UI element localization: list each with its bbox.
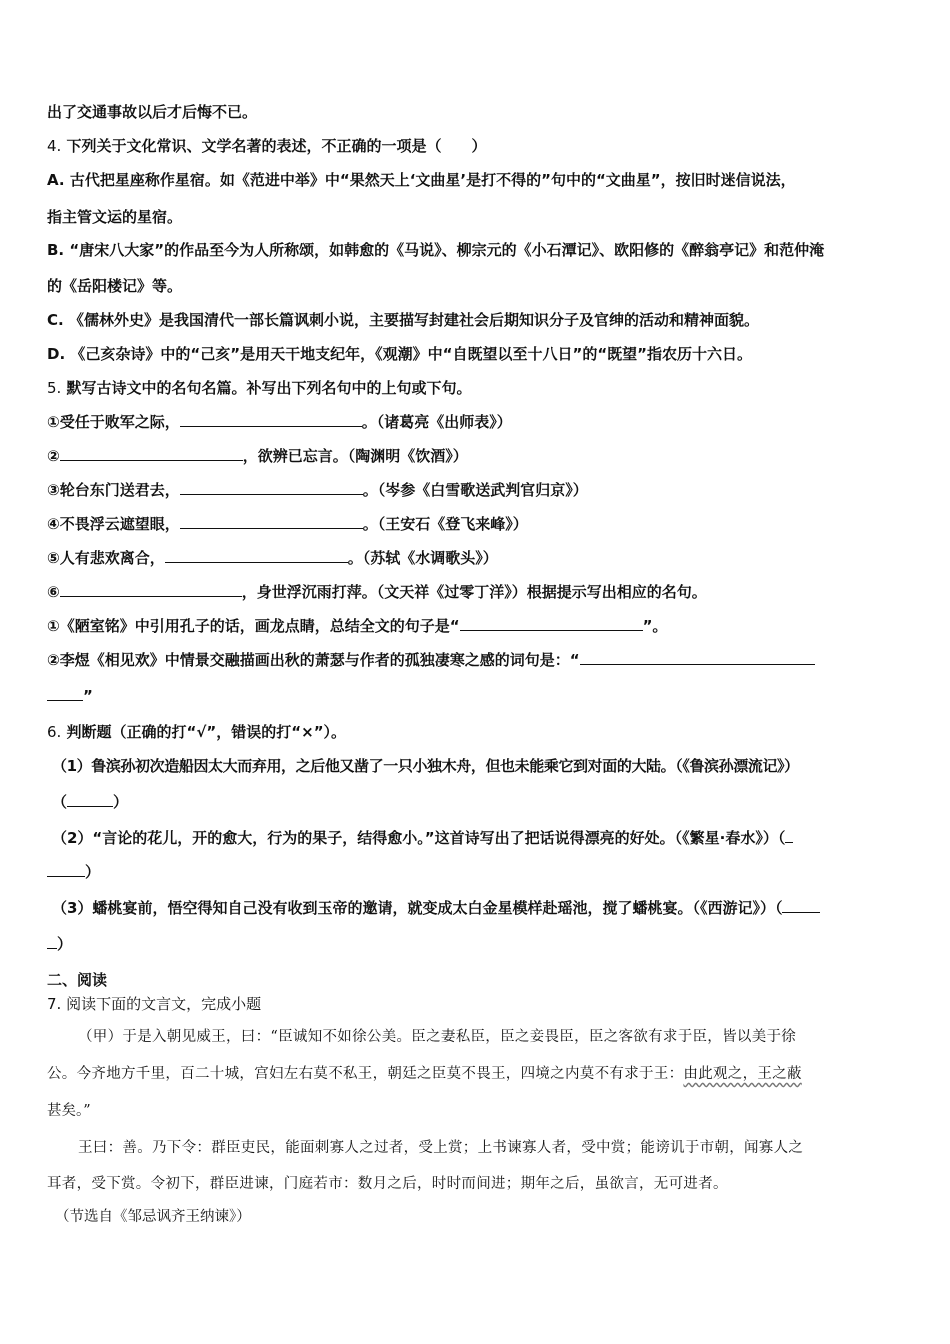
q4-stem bbox=[47, 136, 487, 156]
answer-blank[interactable] bbox=[180, 412, 362, 427]
q5-hint-2 bbox=[47, 650, 815, 670]
q4-stem-text: 下列关于文化常识、文学名著的表述，不正确的一项是（ ） bbox=[66, 137, 487, 155]
item-text: ，身世浮沉雨打萍。（文天祥《过零丁洋》）根据提示写出相应的名句。 bbox=[241, 583, 707, 601]
item-text: ”。 bbox=[642, 617, 668, 635]
q6-number: 6. bbox=[47, 723, 62, 741]
q4-number: 4. bbox=[47, 137, 62, 155]
answer-blank[interactable] bbox=[67, 792, 113, 807]
item-text: ①《陋室铭》中引用孔子的话，画龙点睛，总结全文的句子是“ bbox=[47, 617, 460, 635]
q4-option-d bbox=[47, 344, 752, 364]
passage-line-2 bbox=[47, 1064, 802, 1084]
passage-line-5: 耳者，受下赏。令初下，群臣进谏，门庭若市：数月之后，时时而间进；期年之后，虽欲言，无可进者。 bbox=[47, 1176, 728, 1192]
item-text: ，欲辨已忘言。（陶渊明《饮酒》） bbox=[242, 447, 468, 465]
item-text: ②李煜《相见欢》中情景交融描画出秋的萧瑟与作者的孤独凄寒之感的词句是：“ bbox=[47, 651, 580, 669]
option-c-text: 《儒林外史》是我国清代一部长篇讽刺小说，主要描写封建社会后期知识分子及官绅的活动和精神面貌。 bbox=[68, 311, 759, 329]
line-top: 出了交通事故以后才后悔不已。 bbox=[47, 103, 258, 121]
q6-stem bbox=[47, 722, 346, 742]
section-heading: 二、阅读 bbox=[47, 971, 108, 989]
q5-item-6 bbox=[47, 582, 707, 602]
answer-blank[interactable] bbox=[60, 582, 242, 597]
q4-option-b bbox=[47, 240, 824, 260]
item-text: ⑥ bbox=[47, 583, 60, 601]
item-text: ） bbox=[85, 863, 101, 881]
q5-stem-text: 默写古诗文中的名句名篇。补写出下列名句中的上句或下句。 bbox=[66, 379, 472, 397]
q6-statement-3 bbox=[52, 898, 820, 918]
q7-number: 7. bbox=[47, 995, 62, 1013]
q4-option-a-cont: 指主管文运的星宿。 bbox=[47, 208, 183, 226]
item-text: ⑤人有悲欢离合， bbox=[47, 549, 165, 567]
answer-blank[interactable] bbox=[47, 934, 57, 949]
item-text: 。（王安石《登飞来峰》） bbox=[362, 515, 528, 533]
answer-blank[interactable] bbox=[782, 898, 820, 913]
item-text: ） bbox=[113, 793, 129, 811]
q5-hint-1 bbox=[47, 616, 667, 636]
option-d-text: 《己亥杂诗》中的“己亥”是用天干地支纪年，《观潮》中“自既望以至十八日”的“既望”指农历十六日。 bbox=[70, 345, 753, 363]
item-text: ①受任于败军之际， bbox=[47, 413, 180, 431]
q4-option-b-cont: 的《岳阳楼记》等。 bbox=[47, 277, 183, 295]
passage-line-4: 王曰：善。乃下令：群臣吏民，能面刺寡人之过者，受上赏；上书谏寡人者，受中赏；能谤讥于市朝，闻寡人之 bbox=[78, 1140, 804, 1156]
q7-stem-text: 阅读下面的文言文，完成小题 bbox=[66, 995, 262, 1013]
item-text: ③轮台东门送君去， bbox=[47, 481, 180, 499]
q7-stem bbox=[47, 994, 261, 1014]
q5-number: 5. bbox=[47, 379, 62, 397]
q6-answer-2 bbox=[47, 862, 100, 882]
wavy-underlined-text: 由此观之，王之蔽 bbox=[683, 1066, 802, 1082]
answer-blank[interactable] bbox=[580, 650, 815, 665]
answer-blank[interactable] bbox=[460, 616, 643, 631]
answer-blank[interactable] bbox=[47, 862, 85, 877]
item-text: 。（岑参《白雪歌送武判官归京》） bbox=[362, 481, 588, 499]
answer-blank[interactable] bbox=[180, 480, 363, 495]
q5-item-1 bbox=[47, 412, 512, 432]
q5-item-2 bbox=[47, 446, 468, 466]
option-c-label: C. bbox=[47, 311, 64, 329]
q6-statement-1: （1）鲁滨孙初次造船因太大而弃用，之后他又凿了一只小独木舟，但也未能乘它到对面的大陆。（《鲁滨孙漂流记》） bbox=[52, 757, 799, 775]
item-text: （3）蟠桃宴前，悟空得知自己没有收到玉帝的邀请，就变成太白金星模样赴瑶池，搅了蟠桃宴。（《西游记》）（ bbox=[52, 899, 783, 917]
passage-text: 公。今齐地方千里，百二十城，宫妇左右莫不私王，朝廷之臣莫不畏王，四境之内莫不有求于王： bbox=[47, 1066, 684, 1082]
q5-stem bbox=[47, 378, 472, 398]
q6-stem-text: 判断题（正确的打“√”，错误的打“×”）。 bbox=[66, 723, 347, 741]
option-a-text: 古代把星座称作星宿。如《范进中举》中“果然天上‘文曲星’是打不得的”句中的“文曲星”，按旧时迷信说法， bbox=[69, 171, 796, 189]
q4-option-a bbox=[47, 170, 796, 190]
item-text: 。（诸葛亮《出师表》） bbox=[361, 413, 512, 431]
answer-blank[interactable] bbox=[60, 446, 243, 461]
item-text: ” bbox=[83, 687, 93, 705]
passage-line-3: 甚矣。” bbox=[47, 1103, 91, 1119]
q6-answer-1 bbox=[52, 792, 128, 812]
answer-blank[interactable] bbox=[165, 548, 348, 563]
q5-item-4 bbox=[47, 514, 528, 534]
q5-item-5 bbox=[47, 548, 498, 568]
option-a-label: A. bbox=[47, 171, 65, 189]
item-text: （ bbox=[52, 793, 68, 811]
option-b-text: “唐宋八大家”的作品至今为人所称颂，如韩愈的《马说》、柳宗元的《小石潭记》、欧阳修的《醉翁亭记》和范仲淹 bbox=[69, 241, 825, 259]
q5-hint-2-cont bbox=[47, 686, 93, 706]
option-d-label: D. bbox=[47, 345, 66, 363]
answer-blank[interactable] bbox=[180, 514, 363, 529]
q5-item-3 bbox=[47, 480, 588, 500]
item-text: 。（苏轼《水调歌头》） bbox=[347, 549, 498, 567]
q4-option-c bbox=[47, 310, 759, 330]
q6-statement-2 bbox=[52, 828, 793, 848]
answer-blank[interactable] bbox=[785, 828, 793, 843]
q6-answer-3 bbox=[47, 934, 72, 954]
passage-line-1: （甲）于是入朝见威王，曰：“臣诚知不如徐公美。臣之妻私臣，臣之妾畏臣，臣之客欲有求于臣，皆以美于徐 bbox=[78, 1029, 797, 1045]
option-b-label: B. bbox=[47, 241, 65, 259]
answer-blank[interactable] bbox=[47, 686, 83, 701]
item-text: （2）“言论的花儿，开的愈大，行为的果子，结得愈小。”这首诗写出了把话说得漂亮的好处。（《繁星·春水》）（ bbox=[52, 829, 786, 847]
item-text: ④不畏浮云遮望眼， bbox=[47, 515, 180, 533]
passage-source: （节选自《邹忌讽齐王纳谏》） bbox=[55, 1209, 251, 1225]
item-text: ② bbox=[47, 447, 60, 465]
item-text: ） bbox=[57, 935, 73, 953]
